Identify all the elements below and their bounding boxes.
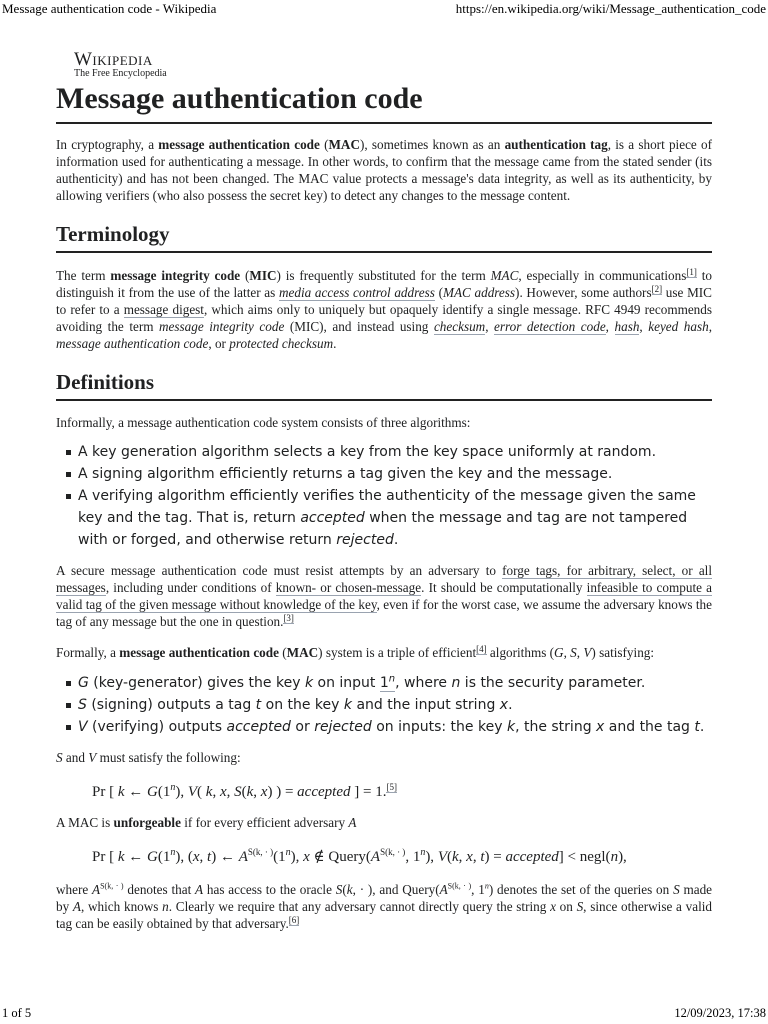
browser-url[interactable]: https://en.wikipedia.org/wiki/Message_authentication_code <box>455 1 766 16</box>
logo-tagline: The Free Encyclopedia <box>74 68 167 79</box>
link-message-digest[interactable]: message digest <box>123 302 204 317</box>
print-datetime: 12/09/2023, 17:38 <box>674 1006 766 1020</box>
link-forge-tags[interactable]: forge tags, for arbitrary, select, or all messages <box>56 563 712 595</box>
list-item: A signing algorithm efficiently returns a tag given the key and the message. <box>56 463 712 485</box>
citation-3[interactable]: [3] <box>283 612 294 623</box>
logo-wordmark: Wikipedia <box>74 49 153 70</box>
link-media-access-control-address[interactable]: media access control address <box>278 285 435 300</box>
page-counter: 1 of 5 <box>2 1006 32 1020</box>
link-error-detection-code[interactable]: error detection code <box>494 319 606 334</box>
print-footer <box>0 1004 768 1024</box>
page-title: Message authentication code <box>56 82 712 124</box>
list-item: A verifying algorithm efficiently verifies the authenticity of the message given the same key and the tag. That is, return accepted when the message and tag are not tampered with or forged, and otherwise return rejected. <box>56 485 712 551</box>
print-header <box>0 0 768 18</box>
algorithms-list <box>56 441 712 551</box>
must-satisfy-paragraph: S and V must satisfy the following: <box>56 750 241 765</box>
heading-definitions: Definitions <box>56 369 712 401</box>
triple-list <box>56 672 712 738</box>
terminology-paragraph: The term message integrity code (MIC) is frequently substituted for the term MAC, especially in communications[1] to distinguish it from the use of the latter as media access control address (MAC address). However, some authors[2] use MIC to refer to a message digest, which aims only to uniquely but opaquely identify a single message. RFC 4949 recommends avoiding the term message integrity code (MIC), and instead using checksum, error detection code, hash, keyed hash, message authentication code, or protected checksum. <box>56 266 713 351</box>
list-item: S (signing) outputs a tag t on the key k and the input string x. <box>56 694 712 716</box>
formal-definition-paragraph: Formally, a message authentication code (MAC) system is a triple of efficient[4] algorithms (G, S, V) satisfying: <box>56 643 655 660</box>
citation-2[interactable]: [2] <box>651 283 663 294</box>
citation-1[interactable]: [1] <box>686 266 697 277</box>
unforgeable-paragraph: A MAC is unforgeable if for every efficient adversary A <box>56 815 357 830</box>
unforgeability-formula: Pr [ k ← G(1$^n$), (x, t) ← $A^{S(k, \cdot )}(1^n)$, x ∉ $Query(A^{S(k, \cdot )}$, 1$^n$), V(k, x, t) = accepted] < negl(n), <box>92 847 627 865</box>
link-known-chosen-message[interactable]: known- or chosen-message <box>275 580 422 595</box>
citation-4[interactable]: [4] <box>476 643 487 654</box>
browser-page-title: Message authentication code - Wikipedia <box>2 1 217 16</box>
link-checksum[interactable]: checksum <box>433 319 486 334</box>
link-infeasible[interactable]: infeasible to compute a valid tag of the given message without knowledge of the key <box>56 580 712 612</box>
where-paragraph: where $A^{S(k, \cdot )}$ denotes that A has access to the oracle S(k, · ), and $Query(A^{S(k, \cdot )}$, 1$^n$) denotes the set of the queries on S made by A, which knows n. Clearly we require that any adversary cannot directly query the string x on S, since otherwise a valid tag can be easily obtained by that adversary.[6] <box>56 881 713 931</box>
secure-mac-paragraph: A secure message authentication code must resist attempts by an adversary to forge tags, for arbitrary, select, or all messages, including under conditions of known- or chosen-message. It should be computationally infeasible to compute a valid tag of the given message without knowledge of the key, even if for the worst case, we assume the adversary knows the tag of any message but the one in question.[3] <box>56 563 712 629</box>
intro-paragraph: In cryptography, a message authentication code (MAC), sometimes known as an authentication tag, is a short piece of information used for authenticating a message. In other words, to confirm that the message came from the stated sender (its authenticity) and has not been changed. The MAC value protects a message's data integrity, as well as its authenticity, by allowing verifiers (who also possess the secret key) to detect any changes to the message content. <box>56 137 712 203</box>
wikipedia-logo[interactable] <box>74 50 712 82</box>
list-item: A key generation algorithm selects a key from the key space uniformly at random. <box>56 441 712 463</box>
citation-6[interactable]: [6] <box>288 914 300 925</box>
list-item: G (key-generator) gives the key k on input 1$^n$, where n is the security parameter. <box>56 672 712 694</box>
citation-5[interactable]: [5] <box>386 782 397 792</box>
definitions-intro: Informally, a message authentication code system consists of three algorithms: <box>56 415 471 430</box>
list-item: V (verifying) outputs accepted or rejected on inputs: the key k, the string x and the tag t. <box>56 716 712 738</box>
article-page <box>56 50 712 932</box>
link-hash[interactable]: hash <box>614 319 640 334</box>
heading-terminology: Terminology <box>56 221 712 253</box>
correctness-formula: Pr [ k ← G(1$^n$), V( k, x, S(k, x) ) = accepted ] = 1.[5] <box>92 782 397 800</box>
